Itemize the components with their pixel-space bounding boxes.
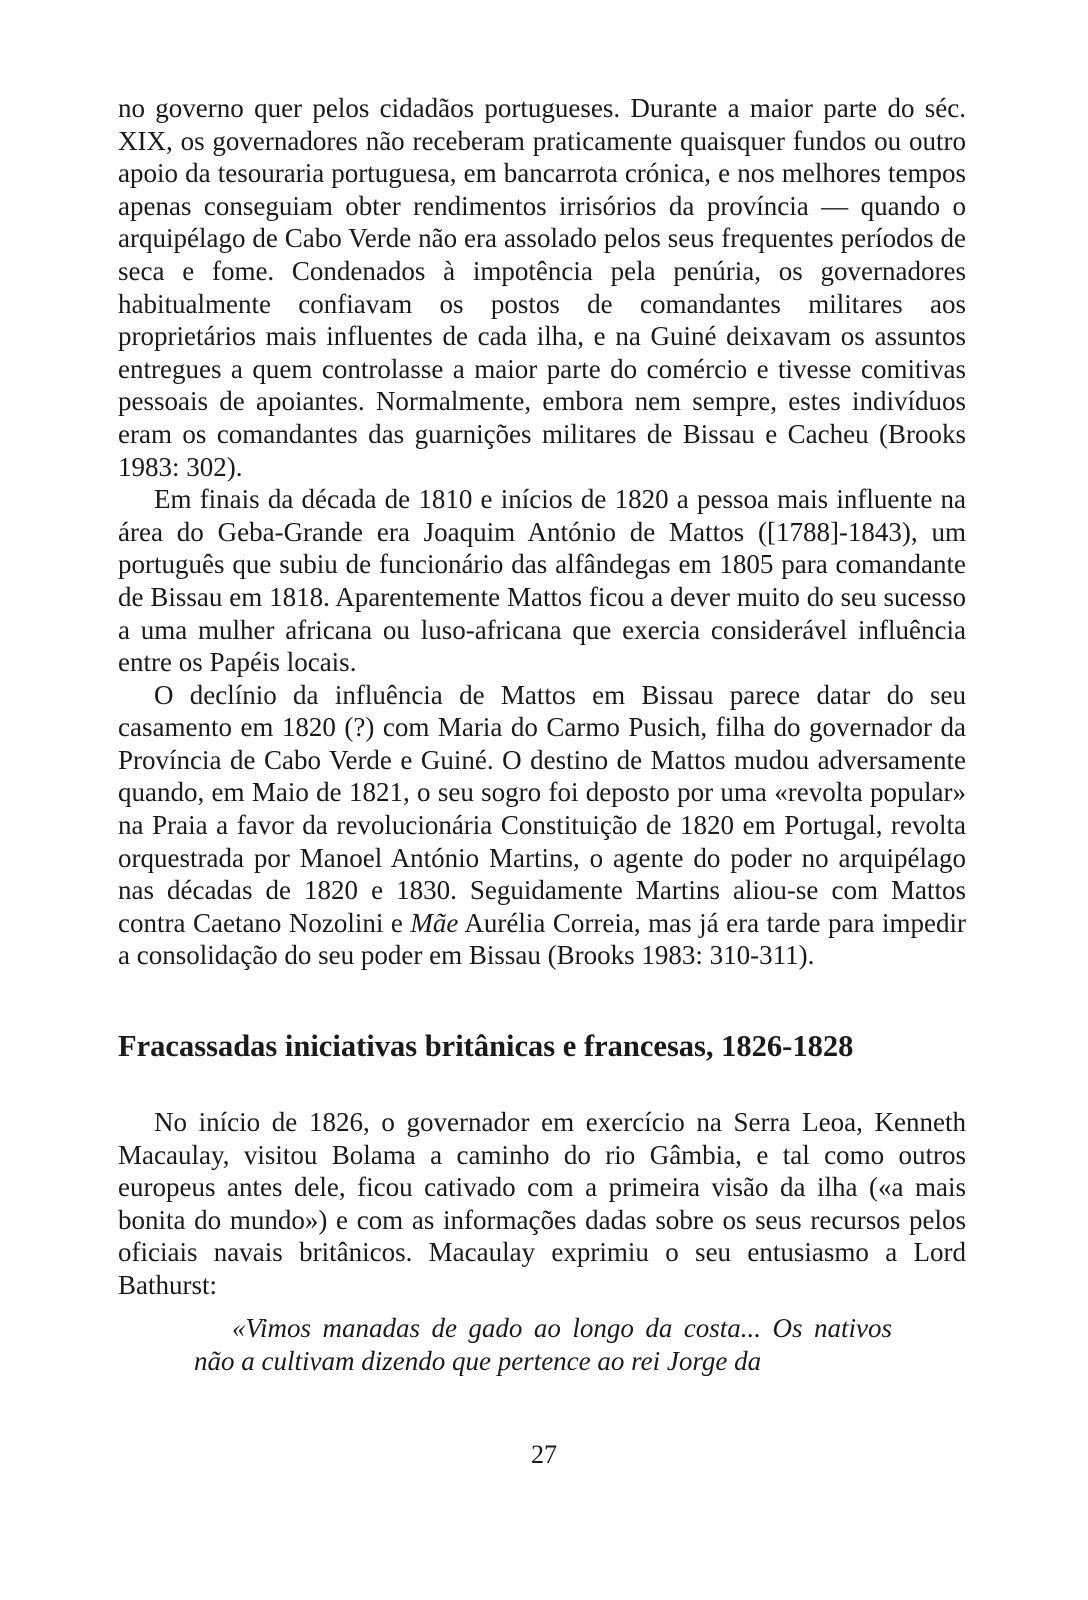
- page-body: [118, 92, 966, 1378]
- section-heading: Fracassadas iniciativas britânicas e francesas, 1826-1828: [118, 1029, 854, 1064]
- paragraph-4: No início de 1826, o governador em exercício na Serra Leoa, Kenneth Macaulay, visitou Bolama a caminho do rio Gâmbia, e tal como outros europeus antes dele, ficou cativado com a primeira visão da ilha («a mais bonita do mundo») e com as informações dadas sobre os seus recursos pelos oficiais navais britânicos. Macaulay exprimiu o seu entusiasmo a Lord Bathurst:: [118, 1107, 966, 1300]
- paragraph-3-text-end: Aurélia Correia, mas já era tarde para impedir a consolidação do seu poder em Bissau (Brooks 1983: 310-311).: [118, 907, 966, 971]
- paragraph-1: no governo quer pelos cidadãos portugueses. Durante a maior parte do séc. XIX, os governadores não receberam praticamente quaisquer fundos ou outro apoio da tesouraria portuguesa, em bancarrota crónica, e nos melhores tempos apenas conseguiam obter rendimentos irrisórios da província — quando o arquipélago de Cabo Verde não era assolado pelos seus frequentes períodos de seca e fome. Condenados à impotência pela penúria, os governadores habitualmente confiavam os postos de comandantes militares aos proprietários mais influentes de cada ilha, e na Guiné deixavam os assuntos entregues a quem controlasse a maior parte do comércio e tivesse comitivas pessoais de apoiantes. Normalmente, embora nem sempre, estes indivíduos eram os comandantes das guarnições militares de Bissau e Cacheu (Brooks 1983: 302).: [118, 93, 966, 482]
- page-number: 27: [531, 1440, 557, 1469]
- paragraph-3: [118, 679, 966, 972]
- block-quote: «Vimos manadas de gado ao longo da costa... Os nativos não a cultivam dizendo que pertence ao rei Jorge da: [194, 1312, 892, 1376]
- paragraph-3-text-start: O declínio da influência de Mattos em Bissau parece datar do seu casamento em 1820 (?) com Maria do Carmo Pusich, filha do governador da Província de Cabo Verde e Guiné. O destino de Mattos mudou adversamente quando, em Maio de 1821, o seu sogro foi deposto por uma «revolta popular» na Praia a favor da revolucionária Constituição de 1820 em Portugal, revolta orquestrada por Manoel António Martins, o agente do poder no arquipélago nas décadas de 1820 e 1830. Seguidamente Martins aliou-se com Mattos contra Caetano Nozolini e: [118, 679, 966, 938]
- paragraph-3-italic-word: Mãe: [410, 907, 459, 938]
- paragraph-2: Em finais da década de 1810 e inícios de 1820 a pessoa mais influente na área do Geba-Grande era Joaquim António de Mattos ([1788]-1843), um português que subiu de funcionário das alfândegas em 1805 para comandante de Bissau em 1818. Aparentemente Mattos ficou a dever muito do seu sucesso a uma mulher africana ou luso-africana que exercia considerável influência entre os Papéis locais.: [118, 484, 966, 678]
